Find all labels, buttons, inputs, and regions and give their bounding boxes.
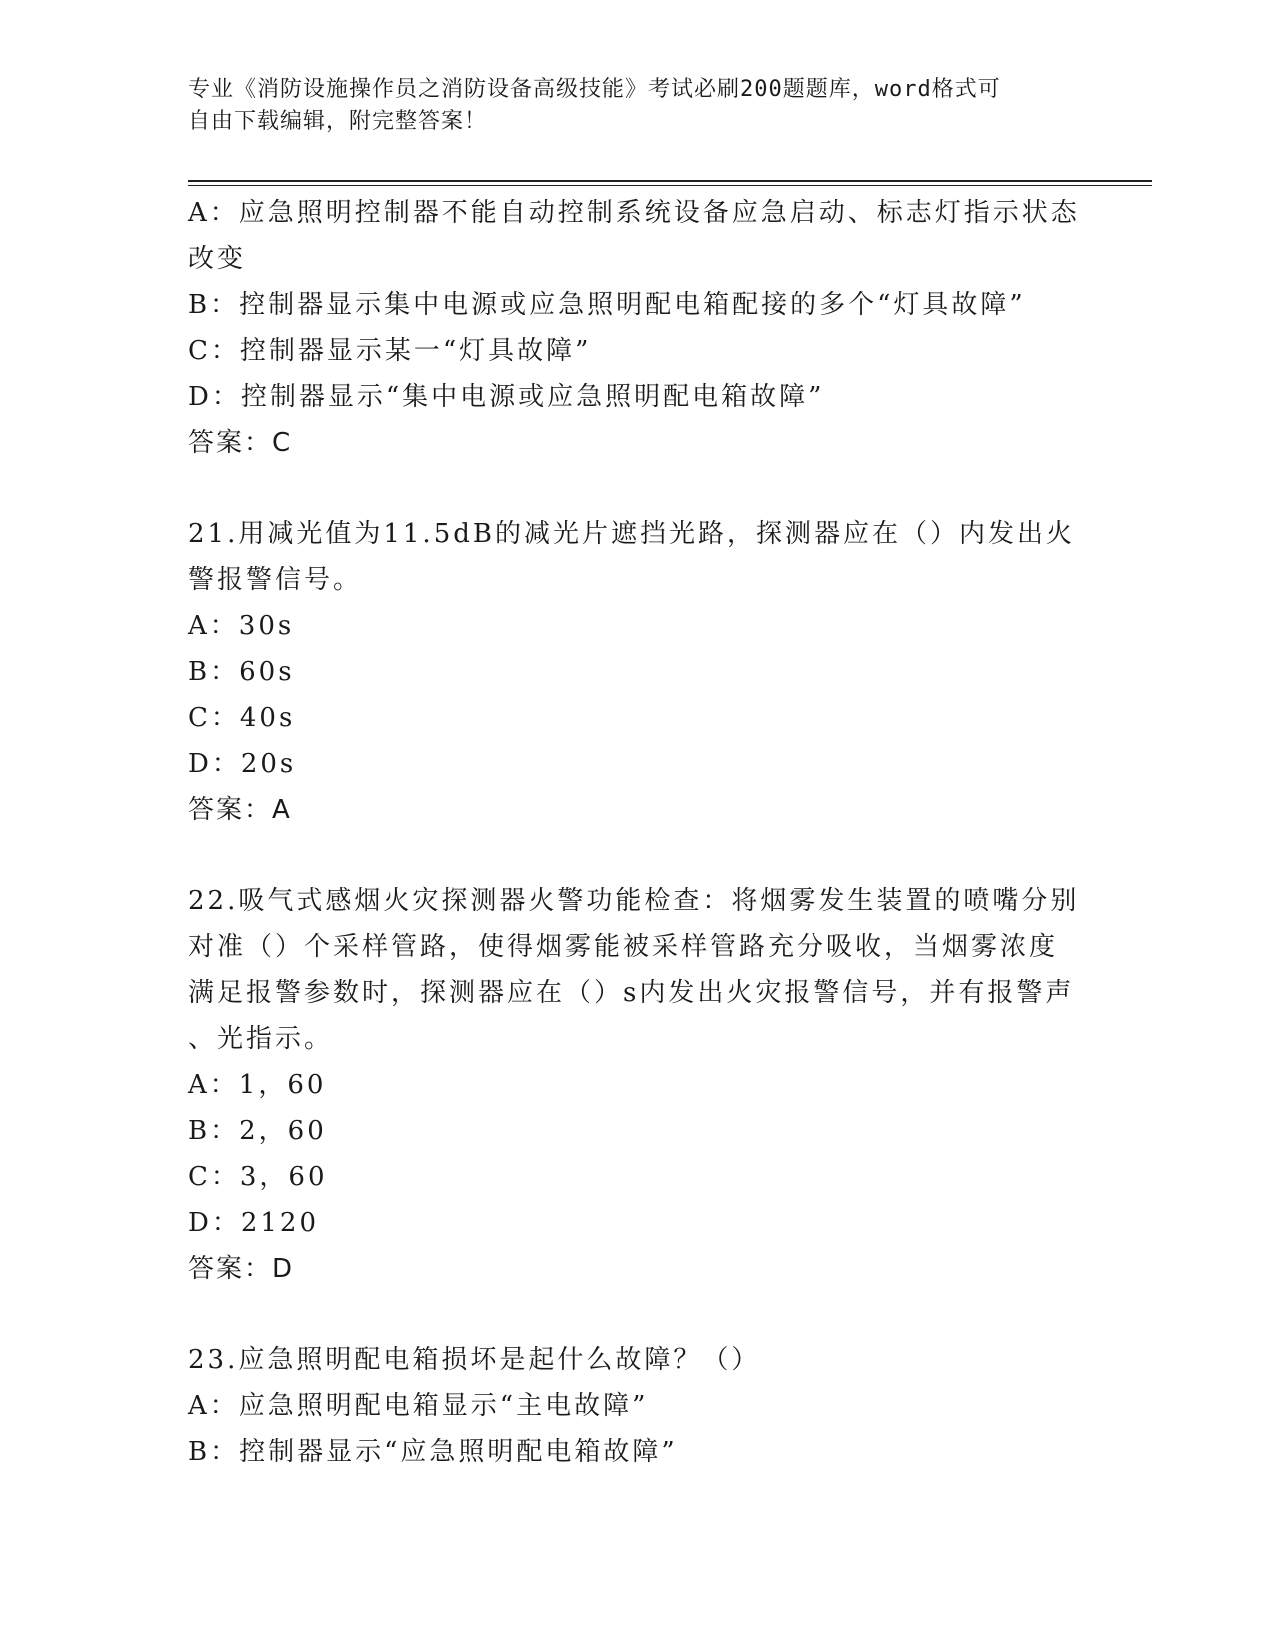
option-a-continued: 改变 bbox=[188, 244, 247, 274]
option-b: B：2，60 bbox=[188, 1116, 327, 1146]
header-line-1: 专业《消防设施操作员之消防设备高级技能》考试必刷200题题库，word格式可 bbox=[188, 77, 1001, 102]
header-line-2: 自由下载编辑，附完整答案！ bbox=[188, 109, 488, 134]
option-a: A：1，60 bbox=[188, 1070, 327, 1100]
spacer bbox=[188, 833, 1088, 878]
question-list bbox=[188, 190, 1088, 1475]
question-20 bbox=[188, 190, 1088, 466]
option-d: D：控制器显示“集中电源或应急照明配电箱故障” bbox=[188, 382, 825, 412]
option-a: A：应急照明配电箱显示“主电故障” bbox=[188, 1391, 649, 1421]
answer: 答案：C bbox=[188, 428, 293, 458]
document-header bbox=[188, 74, 1068, 138]
question-stem: 22.吸气式感烟火灾探测器火警功能检查：将烟雾发生装置的喷嘴分别 bbox=[188, 886, 1080, 916]
question-23 bbox=[188, 1337, 1088, 1475]
option-b: B：控制器显示“应急照明配电箱故障” bbox=[188, 1437, 678, 1467]
question-stem-continued: 、光指示。 bbox=[188, 1024, 334, 1054]
option-d: D：20s bbox=[188, 749, 297, 779]
option-b: B：60s bbox=[188, 657, 295, 687]
answer: 答案：D bbox=[188, 1254, 295, 1284]
question-22 bbox=[188, 878, 1088, 1292]
header-divider-thick bbox=[188, 180, 1152, 182]
header-divider-thin bbox=[188, 185, 1152, 186]
option-b: B：控制器显示集中电源或应急照明配电箱配接的多个“灯具故障” bbox=[188, 290, 1026, 320]
option-a: A：应急照明控制器不能自动控制系统设备应急启动、标志灯指示状态 bbox=[188, 198, 1080, 228]
spacer bbox=[188, 466, 1088, 511]
spacer bbox=[188, 1292, 1088, 1337]
answer: 答案：A bbox=[188, 795, 292, 825]
question-stem: 21.用减光值为11.5dB的减光片遮挡光路，探测器应在（）内发出火 bbox=[188, 519, 1075, 549]
option-c: C：40s bbox=[188, 703, 296, 733]
option-a: A：30s bbox=[188, 611, 295, 641]
option-d: D：2120 bbox=[188, 1208, 320, 1238]
question-stem-continued: 警报警信号。 bbox=[188, 565, 363, 595]
question-stem-continued: 对准（）个采样管路，使得烟雾能被采样管路充分吸收，当烟雾浓度 bbox=[188, 932, 1059, 962]
question-stem-continued: 满足报警参数时，探测器应在（）s内发出火灾报警信号，并有报警声 bbox=[188, 978, 1075, 1008]
option-c: C：3，60 bbox=[188, 1162, 328, 1192]
option-c: C：控制器显示某一“灯具故障” bbox=[188, 336, 592, 366]
question-stem: 23.应急照明配电箱损坏是起什么故障？（） bbox=[188, 1345, 761, 1375]
question-21 bbox=[188, 511, 1088, 833]
